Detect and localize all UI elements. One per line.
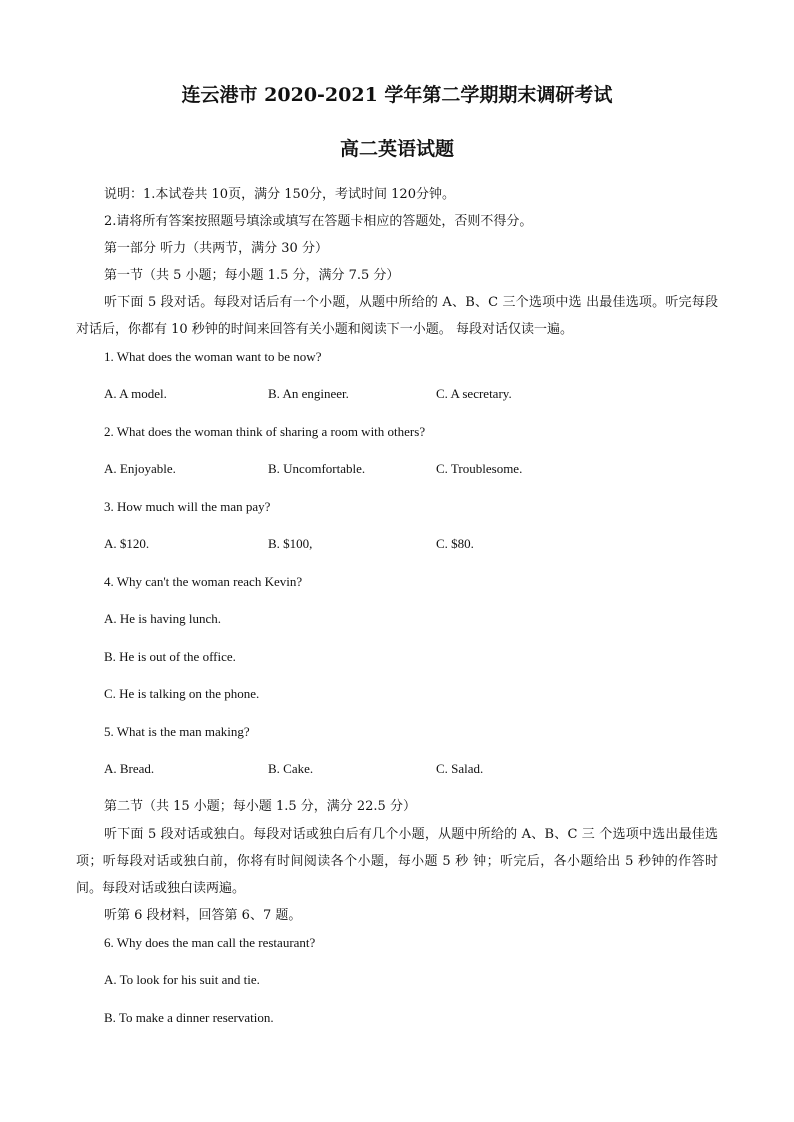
exam-subtitle: 高二英语试题 [339,138,454,160]
exam-title: 连云港市 2020-2021 学年第二学期期末调研考试 [181,84,613,106]
q6-option-b: B. To make a dinner reservation. [104,1010,274,1025]
question-3: 3. How much will the man pay? [104,499,271,514]
q1-option-b: B. An engineer. [268,386,349,401]
section1-heading: 第一节（共 5 小题；每小题 1.5 分，满分 7.5 分） [104,268,400,283]
section1-instructions: 听下面 5 段对话。每段对话后有一个小题，从题中所给的 A、B、C 三个选项中选 出最佳选项。听完每段对话后，你都有 10 秒钟的时间来回答有关小题和阅读下一小题。 每段对话仅读一遍。 [76,295,718,337]
part1-heading: 第一部分 听力（共两节，满分 30 分） [104,241,328,256]
note-line-2: 2.请将所有答案按照题号填涂或填写在答题卡相应的答题处，否则不得分。 [104,214,533,229]
note-line-1: 说明：1.本试卷共 10页，满分 150分，考试时间 120分钟。 [104,187,455,202]
q3-option-a: A. $120. [104,536,150,551]
q5-option-c: C. Salad. [436,761,484,776]
question-1: 1. What does the woman want to be now? [104,349,322,364]
q4-option-c: C. He is talking on the phone. [104,686,260,701]
question-2: 2. What does the woman think of sharing a room with others? [104,424,426,439]
q6-option-a: A. To look for his suit and tie. [104,972,260,987]
q3-option-b: B. $100, [268,536,313,551]
q4-option-a: A. He is having lunch. [104,611,221,626]
q2-option-a: A. Enjoyable. [104,461,176,476]
q4-option-b: B. He is out of the office. [104,649,236,664]
q1-option-c: C. A secretary. [436,386,512,401]
question-5: 5. What is the man making? [104,724,250,739]
question-4: 4. Why can't the woman reach Kevin? [104,574,303,589]
q2-option-b: B. Uncomfortable. [268,461,366,476]
q5-option-b: B. Cake. [268,761,314,776]
section2-instructions: 听下面 5 段对话或独白。每段对话或独白后有几个小题，从题中所给的 A、B、C 三 个选项中选出最佳选项；听每段对话或独白前，你将有时间阅读各个小题，每小题 5 秒 钟；听完后，各小题给出 5 秒钟的作答时间。每段对话或独白读两遍。 [76,827,718,896]
q5-option-a: A. Bread. [104,761,155,776]
material-6-note: 听第 6 段材料，回答第 6、7 题。 [104,908,302,923]
q3-option-c: C. $80. [436,536,474,551]
q2-option-c: C. Troublesome. [436,461,523,476]
q1-option-a: A. A model. [104,386,167,401]
section2-heading: 第二节（共 15 小题；每小题 1.5 分，满分 22.5 分） [104,799,416,814]
question-6: 6. Why does the man call the restaurant? [104,935,316,950]
